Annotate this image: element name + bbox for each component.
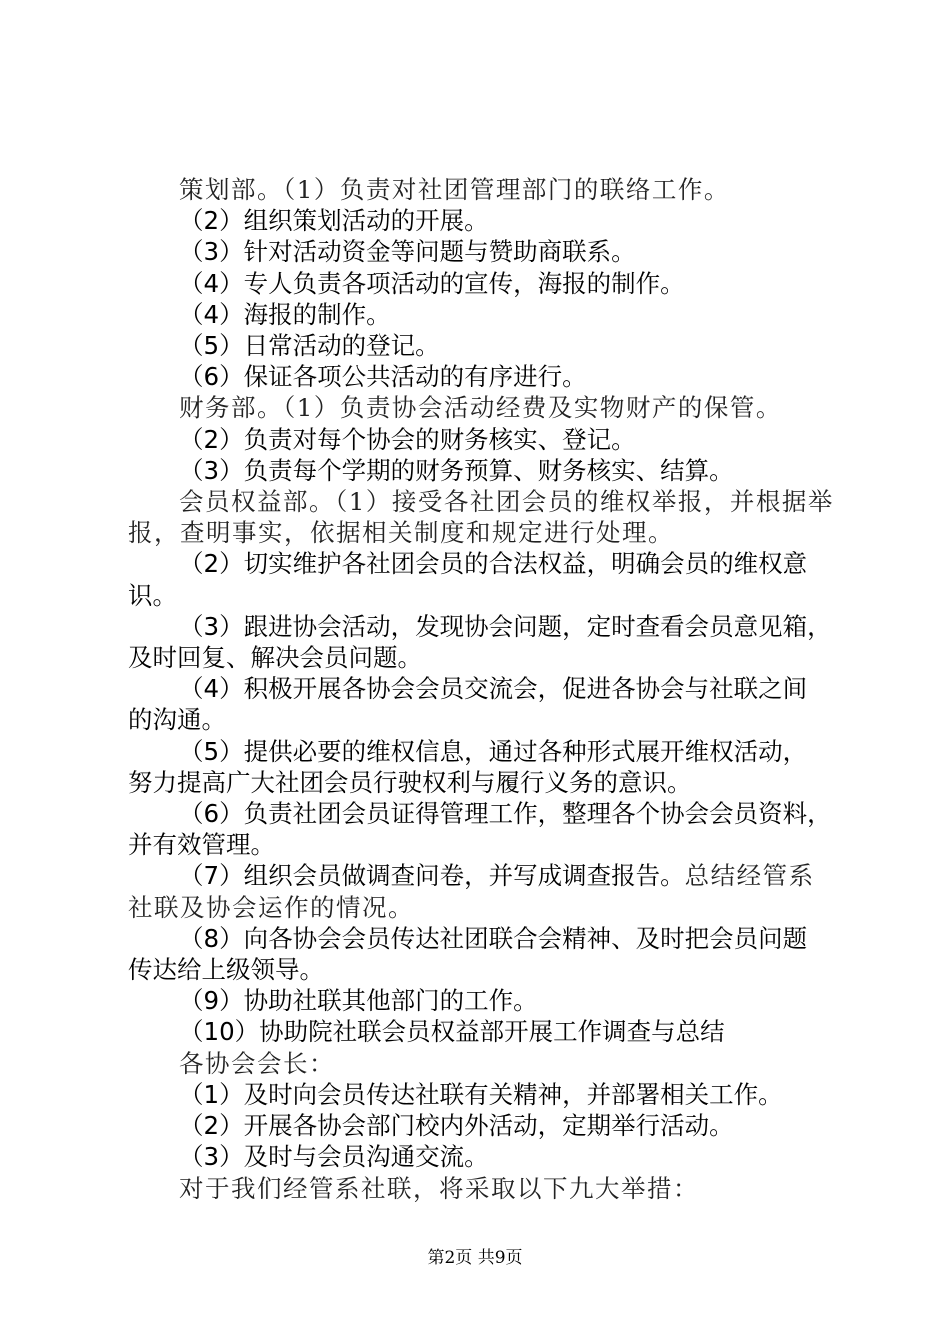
paragraph-association-presidents: 各协会会长： xyxy=(179,1048,335,1078)
page-number-footer: 第2页 共9页 xyxy=(427,1248,523,1268)
summary-text: 总结经管系 xyxy=(684,861,815,891)
list-item: （5）日常活动的登记。 xyxy=(179,331,440,361)
paragraph-finance-dept: 财务部。（1）负责协会活动经费及实物财产的保管。 xyxy=(179,393,782,423)
paragraph-planning-dept: 策划部。（1）负责对社团管理部门的联络工作。 xyxy=(179,175,730,204)
list-item-text: （7）组织会员做调查问卷，并写成调查报告。 xyxy=(179,861,685,891)
list-item: （9）协助社联其他部门的工作。 xyxy=(179,986,538,1016)
list-item: （2）负责对每个协会的财务核实、登记。 xyxy=(179,424,636,454)
list-item-continuation: 社联及协会运作的情况。 xyxy=(128,892,414,922)
list-item: （5）提供必要的维权信息，通过各种形式展开维权活动， xyxy=(179,736,808,766)
list-item: （3）跟进协会活动，发现协会问题，定时查看会员意见箱， xyxy=(179,611,832,641)
list-item-continuation: 传达给上级领导。 xyxy=(128,955,324,985)
document-body xyxy=(128,174,840,1204)
list-item: （6）保证各项公共活动的有序进行。 xyxy=(179,362,587,392)
list-item-continuation: 努力提高广大社团会员行驶权利与履行义务的意识。 xyxy=(128,767,692,797)
list-item: （10）协助院社联会员权益部开展工作调查与总结 xyxy=(179,1017,725,1047)
list-item: （4）积极开展各协会会员交流会，促进各协会与社联之间 xyxy=(179,674,808,704)
list-item-continuation: 识。 xyxy=(128,580,177,610)
list-item xyxy=(128,860,840,891)
list-item: （3）及时与会员沟通交流。 xyxy=(179,1142,489,1172)
list-item: （8）向各协会会员传达社团联合会精神、及时把会员问题 xyxy=(179,923,808,953)
list-item: （3）负责每个学期的财务预算、财务核实、结算。 xyxy=(179,455,734,485)
paragraph-continuation: 报，查明事实，依据相关制度和规定进行处理。 xyxy=(128,518,674,548)
list-item: （4）专人负责各项活动的宣传，海报的制作。 xyxy=(179,268,685,298)
list-item: （4）海报的制作。 xyxy=(179,299,391,329)
list-item-continuation: 及时回复、解决会员问题。 xyxy=(128,643,422,673)
list-item: （2）切实维护各社团会员的合法权益，明确会员的维权意 xyxy=(179,549,808,579)
list-item: （1）及时向会员传达社联有关精神，并部署相关工作。 xyxy=(179,1079,783,1109)
list-item: （3）针对活动资金等问题与赞助商联系。 xyxy=(179,237,636,267)
list-item-continuation: 并有效管理。 xyxy=(128,830,275,860)
list-item: （2）开展各协会部门校内外活动，定期举行活动。 xyxy=(179,1111,734,1141)
paragraph-member-rights-dept: 会员权益部。（1）接受各社团会员的维权举报，并根据举 xyxy=(179,487,834,517)
list-item: （2）组织策划活动的开展。 xyxy=(179,206,489,236)
list-item-continuation: 的沟通。 xyxy=(128,705,226,735)
paragraph-nine-measures: 对于我们经管系社联，将采取以下九大举措： xyxy=(179,1173,699,1203)
list-item: （6）负责社团会员证得管理工作，整理各个协会会员资料， xyxy=(179,799,832,829)
